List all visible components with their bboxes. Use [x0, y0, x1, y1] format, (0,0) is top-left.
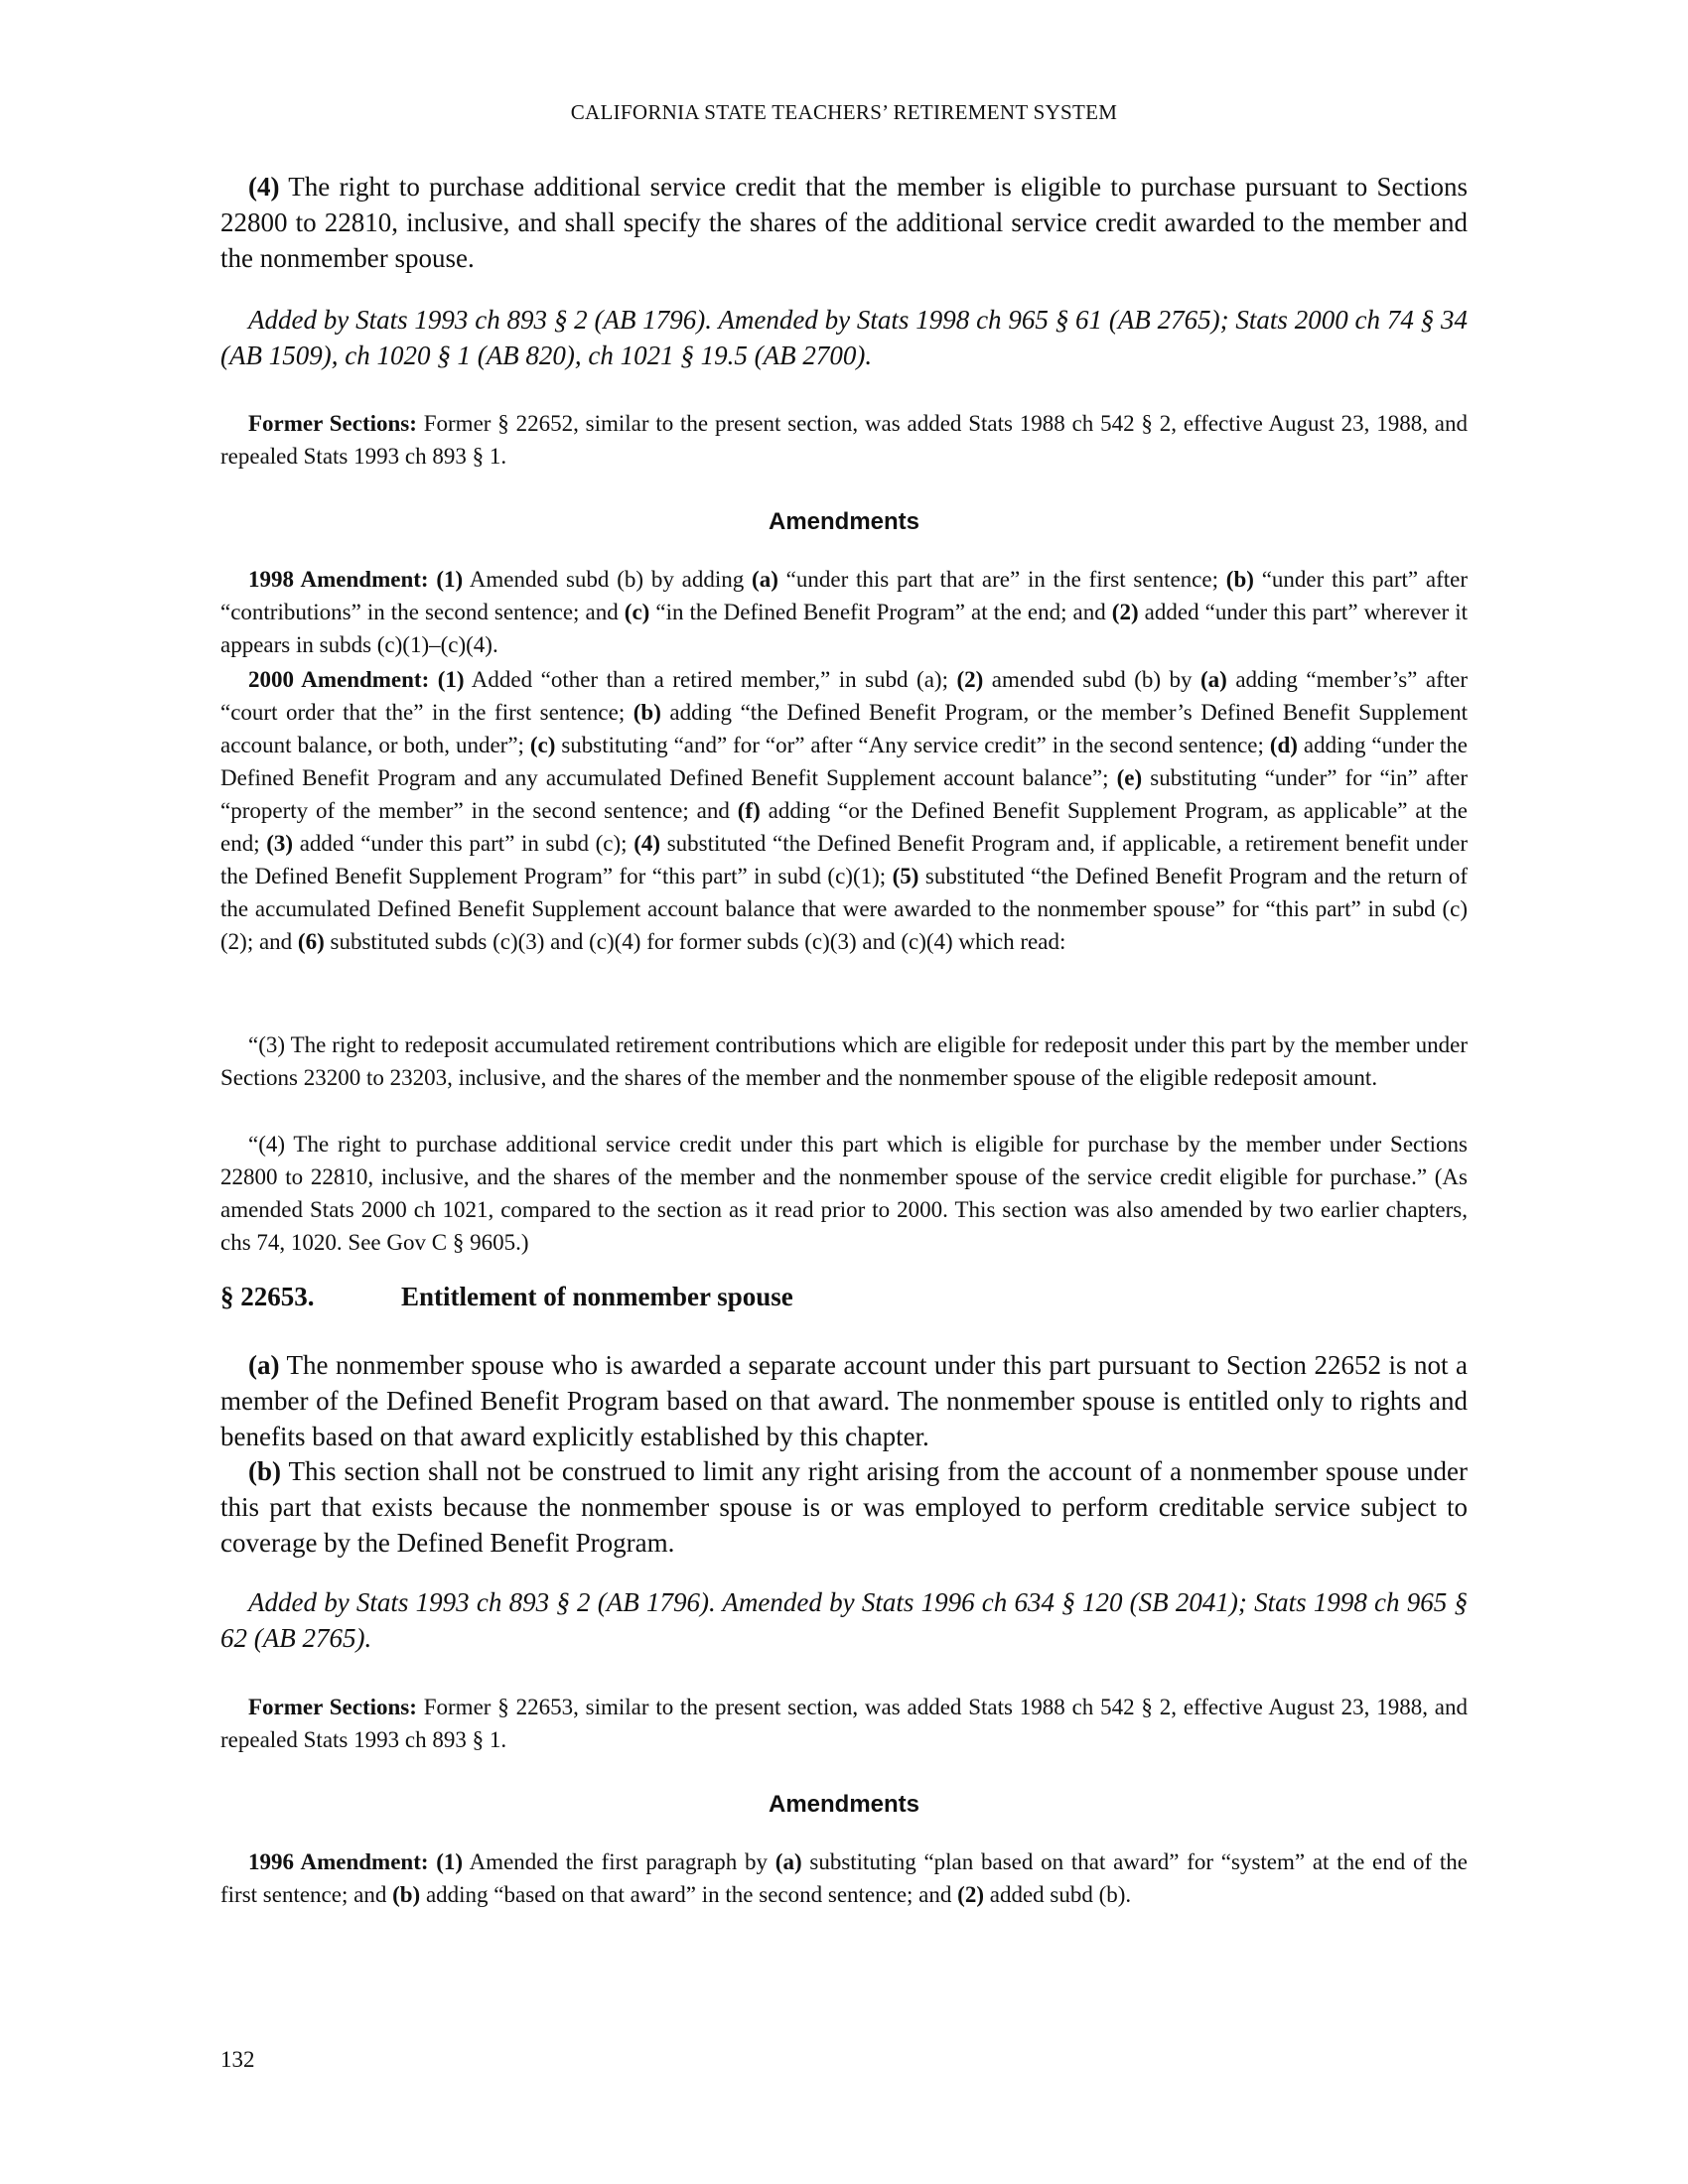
part-label: (3)	[266, 831, 294, 856]
part-text: “under this part” after “contributions” in the second sentence; and	[220, 567, 1469, 624]
former-sections-label: Former Sections:	[248, 1695, 417, 1719]
page-number: 132	[220, 2047, 255, 2072]
section-heading	[220, 1282, 1468, 1312]
part-label: (2)	[1111, 600, 1139, 624]
former-sections-label: Former Sections:	[248, 411, 417, 436]
part-label: (d)	[1269, 733, 1298, 757]
part-label: (1)	[437, 667, 465, 692]
amendments-heading: Amendments	[768, 1791, 920, 1818]
history-note: Added by Stats 1993 ch 893 § 2 (AB 1796). Amended by Stats 1996 ch 634 § 120 (SB 2041); Stats 1998 ch 965 § 62 (AB 2765).	[220, 1587, 1468, 1653]
amendment-2000-paragraph	[220, 663, 1468, 958]
part-label: (b)	[392, 1882, 421, 1907]
subdivision-label: (4)	[248, 172, 280, 202]
part-text: substituting “plan based on that award” for “system” at the end of the first sentence; and	[220, 1849, 1468, 1907]
part-label: (a)	[752, 567, 778, 592]
part-text: adding “member’s” after “court order that the” in the first sentence;	[220, 667, 1468, 725]
amendment-label: 1998 Amendment:	[248, 567, 429, 592]
part-text: “under this part that are” in the first sentence;	[777, 567, 1226, 592]
subdivision-text: This section shall not be construed to limit any right arising from the account of a nonmember spouse under this part that exists because the nonmember spouse is or was employed to perform creditable service subject to coverage by the Defined Benefit Program.	[220, 1456, 1468, 1558]
quoted-former-subd-c4: “(4) The right to purchase additional service credit under this part which is eligible for purchase by the member under Sections 22800 to 22810, inclusive, and the shares of the member and the nonmember spouse of the service credit eligible for purchase.” (As amended Stats 2000 ch 1021, compared to the section as it read prior to 2000. This section was also amended by two earlier chapters, chs 74, 1020. See Gov C § 9605.)	[220, 1132, 1468, 1255]
subdivision-label: (b)	[248, 1456, 281, 1486]
part-text: adding “or the Defined Benefit Supplement Program, as applicable” at the end;	[220, 798, 1468, 856]
part-label: (1)	[436, 1849, 464, 1874]
part-text: Amended subd (b) by adding	[463, 567, 753, 592]
amendment-label: 2000 Amendment:	[248, 667, 430, 692]
part-text: substituting “under” for “in” after “property of the member” in the second sentence; and	[220, 765, 1469, 823]
subdivision-text: The nonmember spouse who is awarded a separate account under this part pursuant to Section 22652 is not a member of the Defined Benefit Program based on that award. The nonmember spouse is entitled only to rights and benefits based on that award explicitly established by this chapter.	[220, 1350, 1468, 1451]
former-sections-text: Former § 22652, similar to the present section, was added Stats 1988 ch 542 § 2, effective August 23, 1988, and repealed Stats 1993 ch 893 § 1.	[220, 411, 1468, 469]
part-text: added “under this part” in subd (c);	[293, 831, 634, 856]
part-text: “in the Defined Benefit Program” at the end; and	[649, 600, 1112, 624]
quoted-former-subd-c3: “(3) The right to redeposit accumulated retirement contributions which are eligible for redeposit under this part by the member under Sections 23200 to 23203, inclusive, and the shares of the member and the nonmember spouse of the eligible redeposit amount.	[220, 1032, 1468, 1090]
part-text: substituted “the Defined Benefit Program and the return of the accumulated Defined Benefit Supplement account balance that were awarded to the nonmember spouse” for “this part” in subd (c)(2); and	[220, 864, 1469, 954]
section-number: § 22653.	[220, 1282, 315, 1311]
part-label: (6)	[297, 929, 325, 954]
amendment-1996-paragraph	[220, 1845, 1468, 1911]
part-label: (c)	[529, 733, 556, 757]
subdivision-b-paragraph	[220, 1453, 1468, 1561]
subdivision-a-paragraph	[220, 1347, 1468, 1454]
part-text: adding “under the Defined Benefit Program and any accumulated Defined Benefit Supplement account balance”;	[220, 733, 1468, 790]
subdivision-text: The right to purchase additional service credit that the member is eligible to purchase pursuant to Sections 22800 to 22810, inclusive, and shall specify the shares of the additional service credit awarded to the member and the nonmember spouse.	[220, 172, 1468, 273]
subdivision-4-paragraph	[220, 169, 1468, 276]
part-label: (b)	[1225, 567, 1254, 592]
section-title: Entitlement of nonmember spouse	[401, 1282, 793, 1311]
former-sections-note	[220, 1691, 1468, 1756]
part-label: (4)	[633, 831, 661, 856]
running-head: CALIFORNIA STATE TEACHERS’ RETIREMENT SYSTEM	[570, 100, 1118, 124]
former-sections-text: Former § 22653, similar to the present section, was added Stats 1988 ch 542 § 2, effective August 23, 1988, and repealed Stats 1993 ch 893 § 1.	[220, 1695, 1468, 1752]
subdivision-label: (a)	[248, 1350, 280, 1380]
former-sections-note	[220, 407, 1468, 473]
amendment-label: 1996 Amendment:	[248, 1849, 429, 1874]
part-text: added “under this part” wherever it appears in subds (c)(1)–(c)(4).	[220, 600, 1468, 657]
part-text: added subd (b).	[983, 1882, 1132, 1907]
part-label: (a)	[1200, 667, 1227, 692]
part-label: (2)	[957, 1882, 984, 1907]
part-text: amended subd (b) by	[983, 667, 1200, 692]
part-text: Amended the first paragraph by	[463, 1849, 775, 1874]
part-label: (1)	[436, 567, 464, 592]
part-text: substituted subds (c)(3) and (c)(4) for former subds (c)(3) and (c)(4) which read:	[324, 929, 1066, 954]
part-label: (2)	[956, 667, 984, 692]
amendment-1998-paragraph	[220, 563, 1468, 661]
amendments-heading: Amendments	[768, 508, 920, 535]
part-text: adding “the Defined Benefit Program, or the member’s Defined Benefit Supplement account balance, or both, under”;	[220, 700, 1468, 757]
part-text: adding “based on that award” in the second sentence; and	[420, 1882, 958, 1907]
part-label: (a)	[774, 1849, 802, 1874]
part-label: (c)	[624, 600, 650, 624]
part-label: (b)	[633, 700, 661, 725]
part-label: (e)	[1116, 765, 1143, 790]
part-text: substituted “the Defined Benefit Program and, if applicable, a retirement benefit under the Defined Benefit Supplement Program” for “this part” in subd (c)(1);	[220, 831, 1468, 888]
part-label: (f)	[737, 798, 761, 823]
history-note: Added by Stats 1993 ch 893 § 2 (AB 1796). Amended by Stats 1998 ch 965 § 61 (AB 2765); Stats 2000 ch 74 § 34 (AB 1509), ch 1020 § 1 (AB 820), ch 1021 § 19.5 (AB 2700).	[220, 305, 1468, 370]
part-label: (5)	[892, 864, 919, 888]
part-text: Added “other than a retired member,” in subd (a);	[464, 667, 957, 692]
part-text: substituting “and” for “or” after “Any service credit” in the second sentence;	[555, 733, 1270, 757]
